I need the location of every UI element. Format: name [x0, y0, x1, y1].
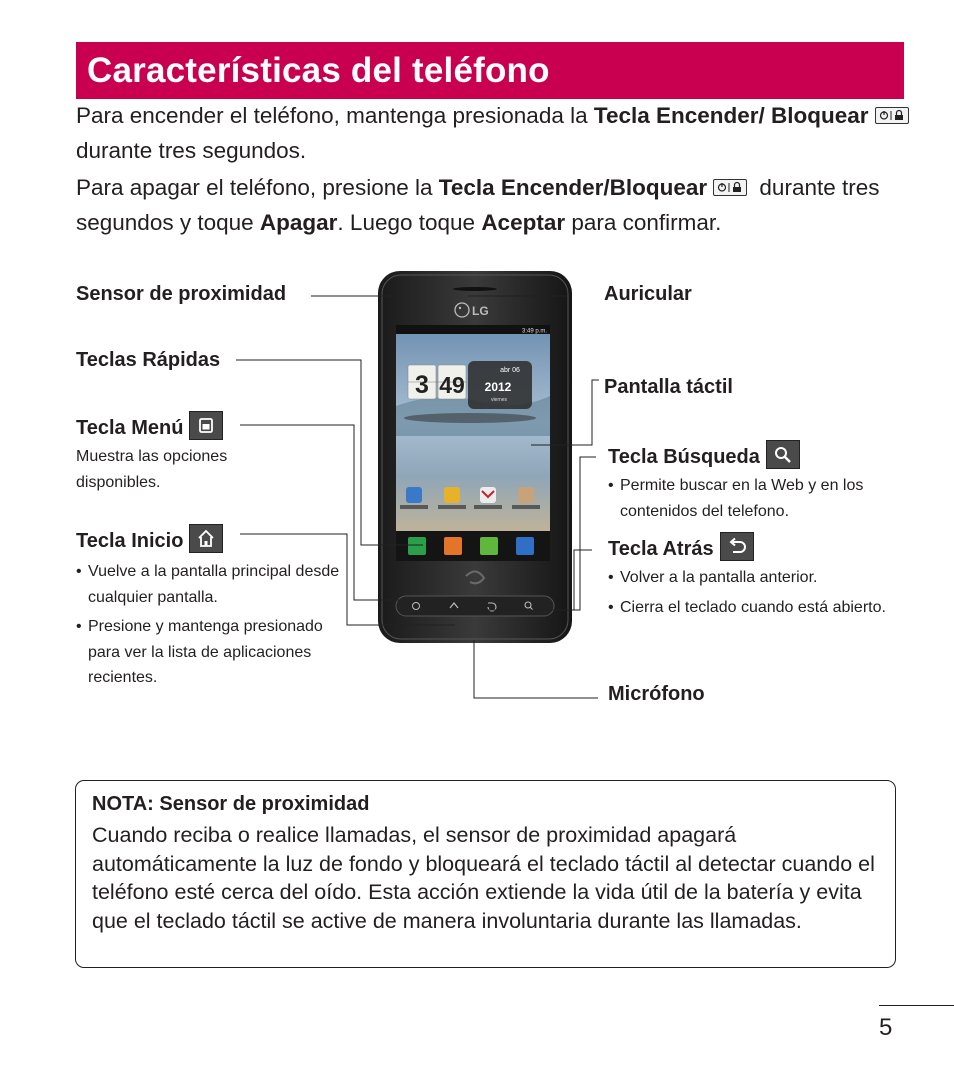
intro-paragraph-power-off: Para apagar el teléfono, presione la Tecla Encender/Bloquear durante tres segundos y toque Apagar. Luego toque Aceptar para confirmar. — [76, 175, 880, 235]
status-bar-time: 3:49 p.m. — [521, 328, 547, 335]
label-proximity-sensor: Sensor de proximidad — [76, 283, 287, 305]
power-lock-key-icon — [875, 107, 909, 124]
intro-paragraph-power-on: Para encender el teléfono, mantenga presionada la Tecla Encender/ Bloquear durante tres segundos. — [76, 98, 916, 168]
quick-keys-dock — [396, 531, 550, 561]
back-key-description — [608, 565, 898, 624]
label-menu-key-group — [76, 414, 223, 443]
search-key-description — [608, 473, 898, 528]
note-box — [75, 780, 896, 968]
label-home-key-group — [76, 527, 223, 556]
phone-illustration — [378, 271, 572, 643]
page-title: Características del teléfono — [87, 51, 550, 90]
menu-key-description: Muestra las opciones disponibles. — [76, 448, 228, 491]
label-earpiece: Auricular — [604, 283, 692, 305]
home-key-bullet: • Vuelve a la pantalla principal desde cualquier pantalla. — [76, 559, 351, 610]
hardware-keys — [396, 596, 554, 616]
label-quick-keys: Teclas Rápidas — [76, 349, 221, 371]
label-touchscreen: Pantalla táctil — [604, 376, 733, 398]
svg-text:abr 06: abr 06 — [500, 367, 520, 374]
title-bar — [76, 42, 904, 99]
power-lock-key-icon — [713, 179, 747, 196]
back-key-bullet: • Cierra el teclado cuando está abierto. — [608, 595, 898, 621]
home-icon — [189, 524, 223, 553]
svg-text:49: 49 — [439, 372, 465, 398]
search-icon — [766, 440, 800, 469]
brand-logo: LG — [472, 304, 489, 318]
label-microphone: Micrófono — [608, 683, 705, 705]
back-icon — [720, 532, 754, 561]
label-home-key: Tecla Inicio — [76, 529, 184, 552]
back-key-bullet: • Volver a la pantalla anterior. — [608, 565, 898, 591]
home-key-bullet: • Presione y mantenga presionado para ver la lista de aplicaciones recientes. — [76, 614, 351, 691]
svg-text:2012: 2012 — [484, 380, 512, 394]
page-number: 5 — [879, 1014, 893, 1041]
intro-text — [76, 98, 916, 242]
label-search-key-group — [608, 443, 800, 472]
note-title: NOTA: Sensor de proximidad — [92, 793, 370, 815]
note-body: Cuando reciba o realice llamadas, el sensor de proximidad apagará automáticamente la luz de fondo y bloqueará el teclado táctil al detectar cuando el teléfono esté cerca del oído. Esta acción extiende la vida útil de la batería y evita que el teclado táctil se active de manera involuntaria durante las llamadas. — [92, 823, 875, 933]
page-number-rule — [879, 1005, 954, 1006]
svg-text:3: 3 — [415, 371, 429, 399]
label-menu-key: Tecla Menú — [76, 416, 184, 439]
svg-text:viernes: viernes — [490, 397, 508, 403]
label-back-key: Tecla Atrás — [608, 537, 714, 560]
home-key-description — [76, 559, 351, 695]
label-back-key-group — [608, 535, 754, 564]
menu-icon — [189, 411, 223, 440]
label-search-key: Tecla Búsqueda — [608, 445, 760, 468]
search-key-bullet: • Permite buscar en la Web y en los contenidos del telefono. — [608, 473, 898, 524]
earpiece-slot — [453, 287, 497, 291]
